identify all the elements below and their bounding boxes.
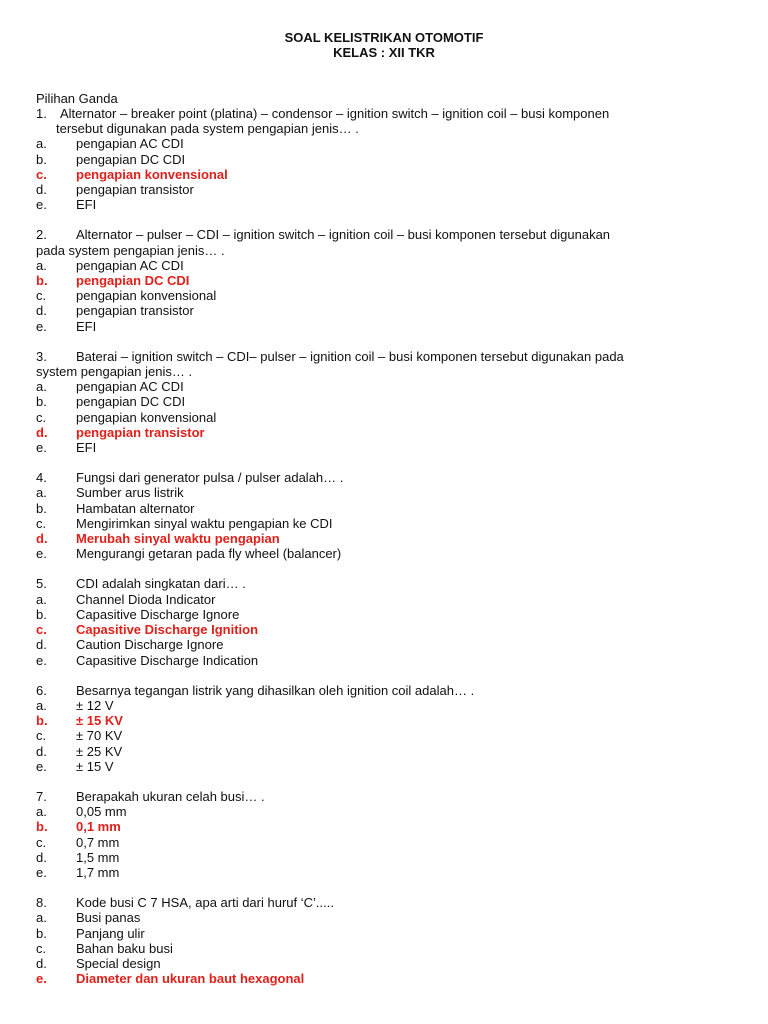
question-text-line2: pada system pengapian jenis… . (36, 242, 225, 258)
option-text: ± 15 V (76, 758, 114, 774)
option-text: Channel Dioda Indicator (76, 591, 216, 607)
option-text: pengapian transistor (76, 424, 205, 440)
option-text: 0,05 mm (76, 804, 127, 820)
question-number: 1. (36, 106, 47, 121)
option-c: c. ± 70 KV (36, 728, 123, 744)
option-text: pengapian DC CDI (76, 394, 186, 410)
option-e: e. 1,7 mm (36, 864, 120, 880)
question-text-line1: Alternator – breaker point (platina) – condensor – ignition switch – ignition coil – busi komponen (60, 106, 610, 121)
option-a: a. Busi panas (36, 910, 141, 926)
option-text: pengapian AC CDI (76, 379, 184, 395)
question-text-line1: Berapakah ukuran celah busi… . (76, 788, 265, 804)
question-text-line2: tersebut digunakan pada system pengapian jenis… . (56, 121, 359, 137)
option-d: d. 1,5 mm (36, 849, 120, 865)
option-text: EFI (76, 197, 97, 213)
question-7 (36, 789, 736, 880)
option-text: Diameter dan ukuran baut hexagonal (76, 971, 305, 987)
option-text: Special design (76, 955, 161, 971)
question-number: 6. (36, 682, 47, 698)
question-number: 3. (36, 348, 47, 364)
question-number: 8. (36, 895, 47, 911)
question-6 (36, 683, 736, 774)
option-e: e. EFI (36, 318, 97, 334)
question-text-line1: Fungsi dari generator pulsa / pulser adalah… . (76, 470, 344, 486)
option-text: pengapian konvensional (76, 166, 228, 182)
option-text: Bahan baku busi (76, 940, 173, 956)
option-a: a. Channel Dioda Indicator (36, 591, 216, 607)
question-text-line1: Kode busi C 7 HSA, apa arti dari huruf ‘C’..... (76, 895, 334, 911)
question-text-line1: Alternator – pulser – CDI – ignition switch – ignition coil – busi komponen tersebut digunakan (76, 227, 611, 243)
question-1 (36, 106, 736, 212)
question-list (36, 106, 736, 1001)
option-text: Sumber arus listrik (76, 485, 184, 501)
option-text: Mengurangi getaran pada fly wheel (balancer) (76, 546, 342, 562)
document-title: SOAL KELISTRIKAN OTOMOTIF (284, 30, 484, 45)
question-text-line2: system pengapian jenis… . (36, 364, 193, 380)
option-text: pengapian DC CDI (76, 151, 186, 167)
option-text: ± 15 KV (76, 713, 123, 729)
option-e: e. ± 15 V (36, 758, 114, 774)
option-text: ± 12 V (76, 697, 114, 713)
option-text: Panjang ulir (76, 925, 145, 941)
option-text: Capasitive Discharge Ignore (76, 606, 240, 622)
question-text-line1: CDI adalah singkatan dari… . (76, 576, 246, 592)
question-number: 7. (36, 788, 47, 804)
option-text: 0,7 mm (76, 834, 120, 850)
question-number: 4. (36, 470, 47, 486)
option-text: ± 25 KV (76, 743, 123, 759)
option-text: EFI (76, 318, 97, 334)
option-e: e. Mengurangi getaran pada fly wheel (balancer) (36, 546, 342, 562)
option-e: e. EFI (36, 197, 97, 213)
option-d-correct: d. pengapian transistor (36, 424, 205, 440)
option-text: pengapian AC CDI (76, 136, 184, 152)
option-d: d. pengapian transistor (36, 303, 194, 319)
option-b: b. Hambatan alternator (36, 500, 195, 516)
option-d-correct: d. Merubah sinyal waktu pengapian (36, 531, 280, 547)
option-a: a. 0,05 mm (36, 804, 127, 820)
option-b: b. Panjang ulir (36, 925, 145, 941)
option-c: c. Bahan baku busi (36, 940, 173, 956)
option-c: c. pengapian konvensional (36, 288, 217, 304)
option-c: c. 0,7 mm (36, 834, 120, 850)
option-c-correct: c. Capasitive Discharge Ignition (36, 622, 259, 638)
question-4 (36, 470, 736, 561)
option-text: pengapian transistor (76, 303, 194, 319)
question-2 (36, 227, 736, 333)
option-a: a. pengapian AC CDI (36, 379, 184, 395)
option-c: c. pengapian konvensional (36, 409, 217, 425)
question-number: 2. (36, 227, 47, 243)
option-d: d. Caution Discharge Ignore (36, 637, 224, 653)
option-a: a. ± 12 V (36, 697, 114, 713)
option-b-correct: b. pengapian DC CDI (36, 273, 190, 289)
option-text: pengapian AC CDI (76, 257, 184, 273)
option-text: Capasitive Discharge Indication (76, 652, 259, 668)
option-b: b. pengapian DC CDI (36, 151, 186, 167)
option-e: e. Capasitive Discharge Indication (36, 652, 259, 668)
option-text: Capasitive Discharge Ignition (76, 622, 259, 638)
option-b: b. pengapian DC CDI (36, 394, 186, 410)
option-text: Hambatan alternator (76, 500, 195, 516)
option-text: Caution Discharge Ignore (76, 637, 224, 653)
question-5 (36, 576, 736, 667)
option-d: d. Special design (36, 955, 161, 971)
document-subtitle: KELAS : XII TKR (333, 45, 435, 60)
question-number: 5. (36, 576, 47, 592)
option-d: d. pengapian transistor (36, 182, 194, 198)
option-text: 0,1 mm (76, 819, 121, 835)
option-text: pengapian transistor (76, 182, 194, 198)
option-text: Mengirimkan sinyal waktu pengapian ke CDI (76, 515, 333, 531)
question-text-line1: Baterai – ignition switch – CDI– pulser – ignition coil – busi komponen tersebut digunakan pada (76, 348, 624, 364)
option-text: Busi panas (76, 910, 141, 926)
section-label: Pilihan Ganda (36, 91, 118, 106)
option-e-correct: e. Diameter dan ukuran baut hexagonal (36, 971, 305, 987)
question-8 (36, 895, 736, 986)
option-text: Merubah sinyal waktu pengapian (76, 531, 280, 547)
option-text: ± 70 KV (76, 728, 123, 744)
option-b-correct: b. ± 15 KV (36, 713, 123, 729)
option-text: pengapian DC CDI (76, 273, 190, 289)
option-c: c. Mengirimkan sinyal waktu pengapian ke CDI (36, 515, 333, 531)
option-c-correct: c. pengapian konvensional (36, 166, 228, 182)
option-text: 1,5 mm (76, 849, 120, 865)
option-d: d. ± 25 KV (36, 743, 123, 759)
option-text: EFI (76, 440, 97, 456)
option-b: b. Capasitive Discharge Ignore (36, 606, 240, 622)
question-3 (36, 349, 736, 455)
option-b-correct: b. 0,1 mm (36, 819, 121, 835)
option-a: a. Sumber arus listrik (36, 485, 184, 501)
option-a: a. pengapian AC CDI (36, 136, 184, 152)
option-text: pengapian konvensional (76, 288, 217, 304)
question-text-line1: Besarnya tegangan listrik yang dihasilkan oleh ignition coil adalah… . (76, 682, 475, 698)
option-a: a. pengapian AC CDI (36, 257, 184, 273)
option-text: 1,7 mm (76, 864, 120, 880)
option-e: e. EFI (36, 440, 97, 456)
option-text: pengapian konvensional (76, 409, 217, 425)
